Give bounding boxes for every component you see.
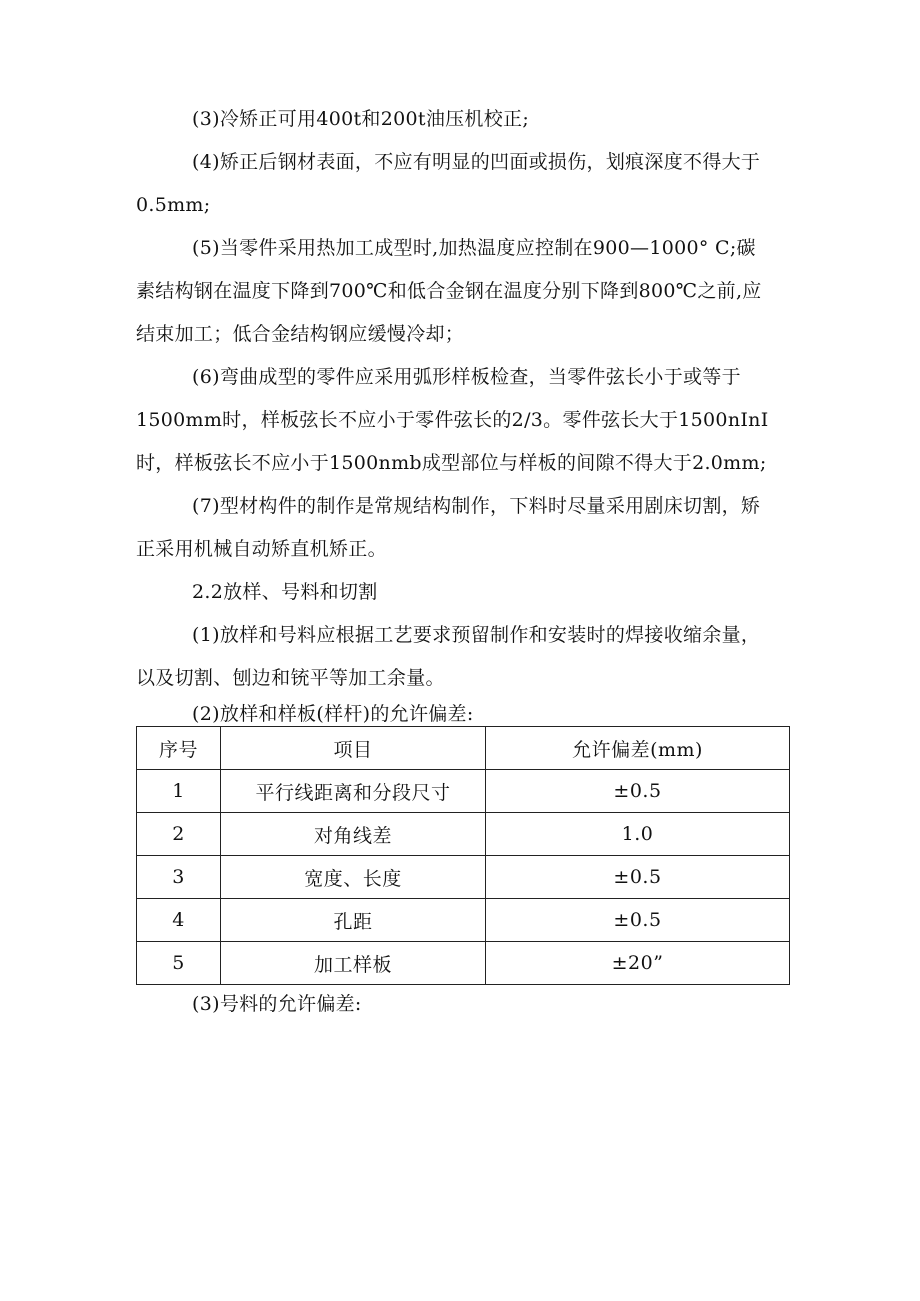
cell-tolerance: ±0.5	[486, 856, 790, 899]
cell-index: 5	[137, 942, 221, 985]
paragraph-line: 结束加工；低合金结构钢应缓慢冷却；	[136, 323, 465, 345]
header-item: 项目	[221, 727, 486, 770]
cell-item: 宽度、长度	[221, 856, 486, 899]
paragraph-line: 0.5mm;	[136, 194, 211, 216]
cell-index: 2	[137, 813, 221, 856]
table-header-row	[137, 727, 790, 770]
cell-tolerance: ±0.5	[486, 770, 790, 813]
cell-index: 4	[137, 899, 221, 942]
header-index: 序号	[137, 727, 221, 770]
cell-tolerance: 1.0	[486, 813, 790, 856]
cell-item: 孔距	[221, 899, 486, 942]
paragraph-bending-check	[136, 356, 796, 485]
paragraph-marking-tolerance	[136, 985, 796, 1023]
paragraph-line: 时，样板弦长不应小于1500nmb成型部位与样板的间隙不得大于2.0mm;	[136, 452, 767, 474]
cell-tolerance: ±0.5	[486, 899, 790, 942]
paragraph-line: (6)弯曲成型的零件应采用弧形样板检查，当零件弦长小于或等于	[192, 366, 741, 388]
paragraph-line: (1)放样和号料应根据工艺要求预留制作和安装时的焊接收缩余量，	[192, 624, 761, 646]
paragraph-line: 以及切割、刨边和铳平等加工余量。	[136, 667, 445, 689]
tolerance-table	[136, 726, 790, 985]
cell-item: 加工样板	[221, 942, 486, 985]
table-caption-text: (2)放样和样板(样杆)的允许偏差:	[192, 703, 474, 725]
paragraph-line: (3)号料的允许偏差:	[192, 993, 362, 1015]
paragraph-line: (7)型材构件的制作是常规结构制作，下料时尽量采用剧床切割，矫	[192, 495, 761, 517]
cell-index: 1	[137, 770, 221, 813]
cell-index: 3	[137, 856, 221, 899]
paragraph-line: (3)冷矫正可用400t和200t油压机校正;	[192, 108, 530, 130]
paragraph-line: 素结构钢在温度下降到700℃和低合金钢在温度分别下降到800℃之前,应	[136, 280, 762, 302]
paragraph-surface-after-straightening	[136, 141, 796, 227]
paragraph-line: 正采用机械自动矫直机矫正。	[136, 538, 387, 560]
table-row	[137, 899, 790, 942]
paragraph-profile-members	[136, 485, 796, 571]
section-heading-text: 2.2放样、号料和切割	[192, 581, 378, 603]
cell-item: 平行线距离和分段尺寸	[221, 770, 486, 813]
section-heading	[136, 571, 796, 614]
table-row	[137, 770, 790, 813]
paragraph-line: (5)当零件采用热加工成型时,加热温度应控制在900—1000° C;碳	[192, 237, 756, 259]
header-tolerance: 允许偏差(mm)	[486, 727, 790, 770]
cell-tolerance: ±20”	[486, 942, 790, 985]
paragraph-line: 1500mm时，样板弦长不应小于零件弦长的2/3。零件弦长大于1500nInI	[136, 409, 769, 431]
table-row	[137, 813, 790, 856]
table-row	[137, 942, 790, 985]
paragraph-line: (4)矫正后钢材表面，不应有明显的凹面或损伤，划痕深度不得大于	[192, 151, 761, 173]
table-row	[137, 856, 790, 899]
cell-item: 对角线差	[221, 813, 486, 856]
paragraph-cold-straightening	[136, 98, 796, 141]
paragraph-hot-forming	[136, 227, 796, 356]
paragraph-layout-allowance	[136, 614, 796, 700]
